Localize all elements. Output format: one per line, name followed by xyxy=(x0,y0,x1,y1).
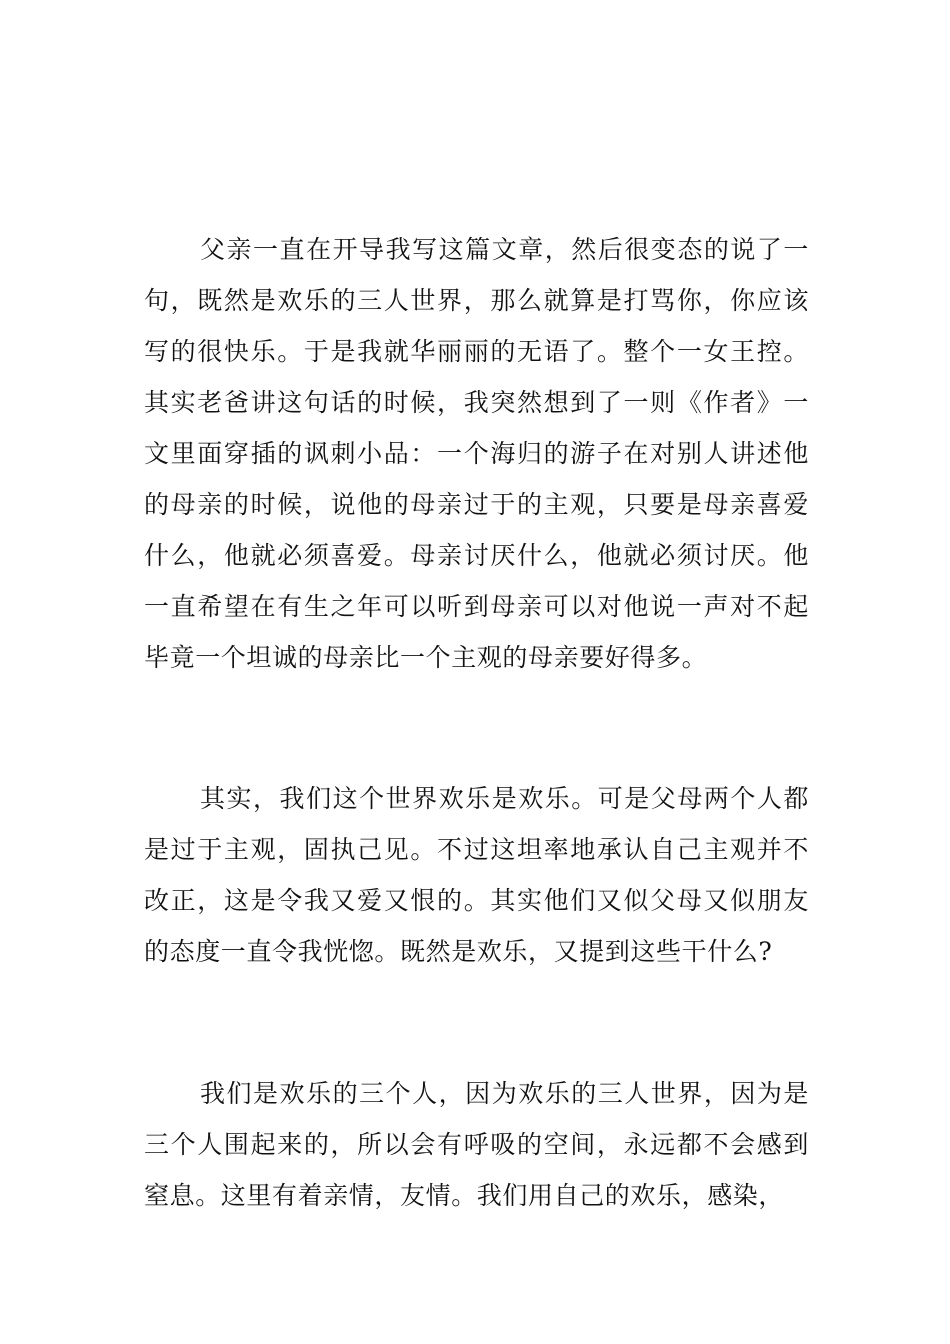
paragraph-2: 其实，我们这个世界欢乐是欢乐。可是父母两个人都是过于主观，固执己见。不过这坦率地承认自己主观并不改正，这是令我又爱又恨的。其实他们又似父母又似朋友的态度一直令我恍惚。既然是欢乐，又提到这些干什么? xyxy=(144,784,809,966)
paragraph-1: 父亲一直在开导我写这篇文章，然后很变态的说了一句，既然是欢乐的三人世界，那么就算是打骂你，你应该写的很快乐。于是我就华丽丽的无语了。整个一女王控。其实老爸讲这句话的时候，我突然想到了一则《作者》一文里面穿插的讽刺小品：一个海归的游子在对别人讲述他的母亲的时候，说他的母亲过于的主观，只要是母亲喜爱什么，他就必须喜爱。母亲讨厌什么，他就必须讨厌。他一直希望在有生之年可以听到母亲可以对他说一声对不起毕竟一个坦诚的母亲比一个主观的母亲要好得多。 xyxy=(144,235,809,672)
paragraph-3: 我们是欢乐的三个人，因为欢乐的三人世界，因为是三个人围起来的，所以会有呼吸的空间，永远都不会感到窒息。这里有着亲情，友情。我们用自己的欢乐，感染， xyxy=(144,1079,809,1210)
